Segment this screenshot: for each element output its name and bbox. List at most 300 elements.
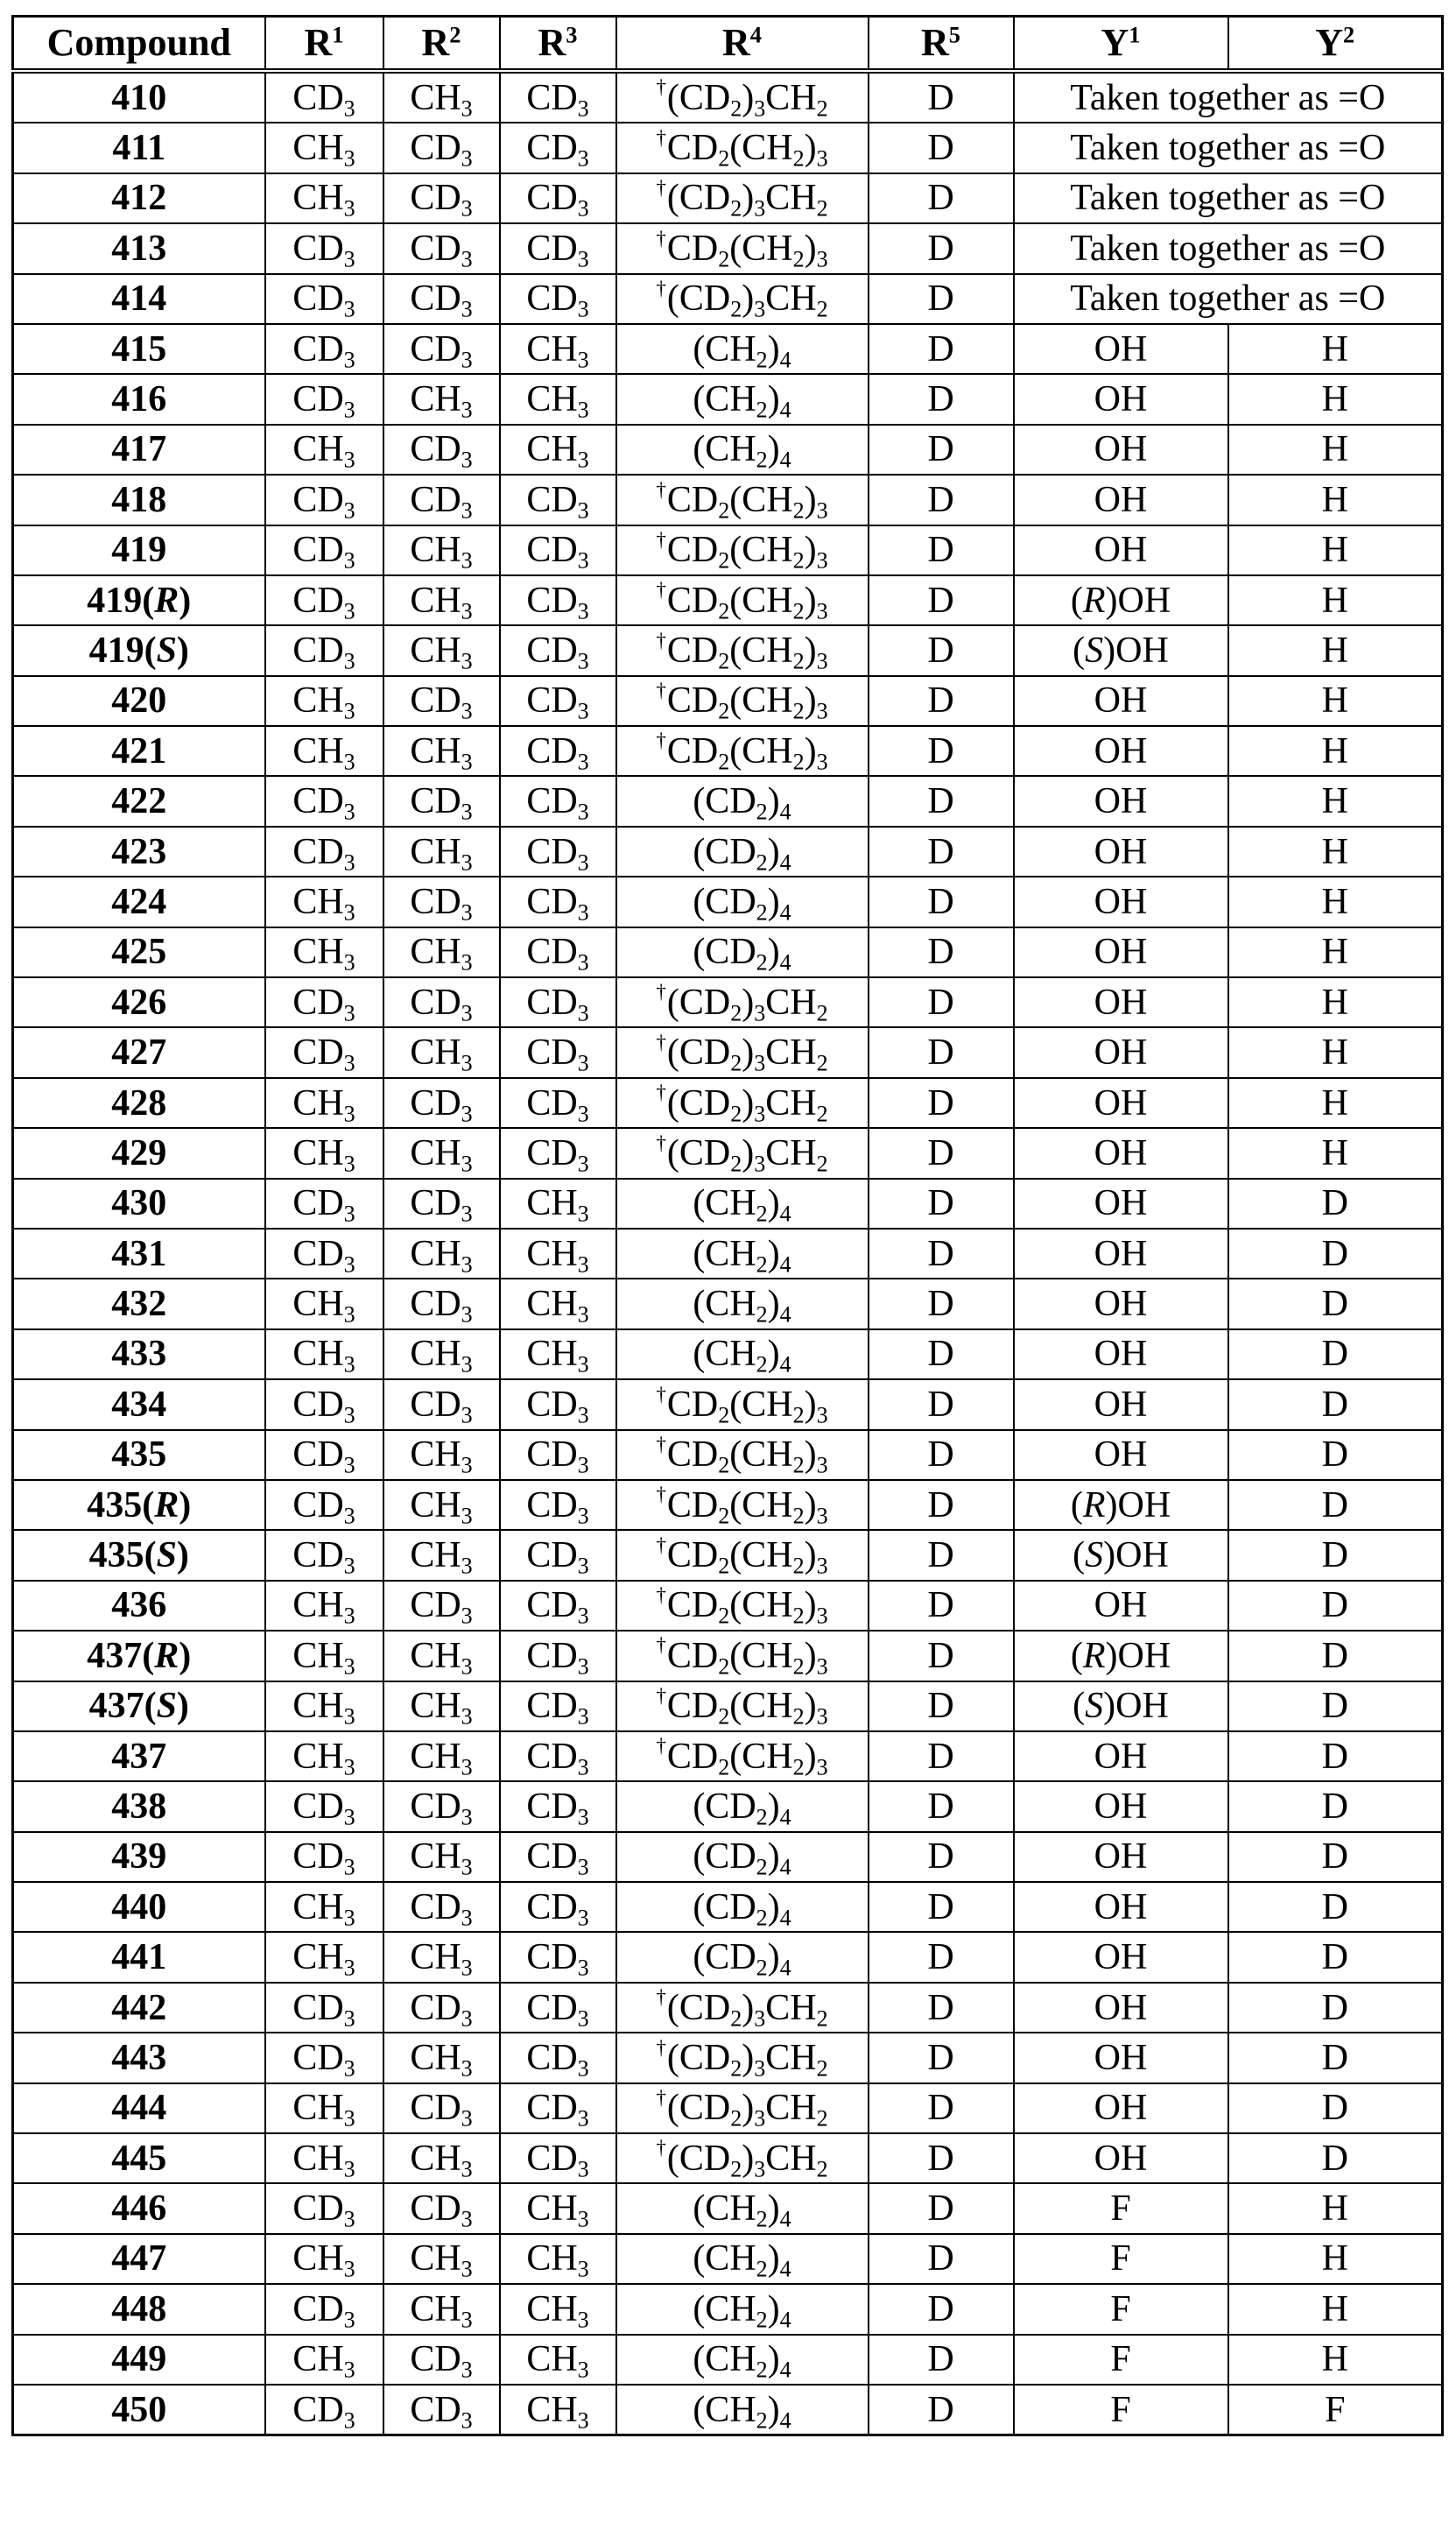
cell-compound: 430	[13, 1179, 265, 1229]
table-row	[13, 1128, 1443, 1178]
dagger-footnote-mark: †	[656, 1483, 666, 1506]
cell-r4: $(CD_2)_4$	[616, 1882, 869, 1932]
table-row	[13, 1530, 1443, 1580]
cell-y2: H	[1228, 575, 1443, 625]
cell-y2: D	[1228, 1279, 1443, 1328]
cell-r5: D	[869, 776, 1014, 826]
dagger-footnote-mark: †	[656, 1533, 666, 1556]
table-row	[13, 2234, 1443, 2284]
cell-r1: $CD_3$	[265, 2385, 383, 2435]
cell-r3: $CH_3$	[500, 2234, 616, 2284]
cell-r1: $CD_3$	[265, 776, 383, 826]
cell-r2: $CD_3$	[383, 223, 500, 273]
cell-r1: $CH_3$	[265, 425, 383, 475]
cell-r3: $CD_3$	[500, 726, 616, 776]
cell-compound: 422	[13, 776, 265, 826]
cell-y1: OH	[1014, 1983, 1228, 2033]
cell-r1: $CD_3$	[265, 1179, 383, 1229]
dagger-footnote-mark: †	[656, 2086, 666, 2109]
cell-compound: 417	[13, 425, 265, 475]
cell-r4: $^\dagger(CD_2)_3CH_2$	[616, 1983, 869, 2033]
cell-r1: $CH_3$	[265, 927, 383, 977]
cell-y1: OH	[1014, 475, 1228, 525]
cell-y2: H	[1228, 425, 1443, 475]
cell-r1: $CD_3$	[265, 2284, 383, 2334]
dagger-footnote-mark: †	[656, 1081, 666, 1104]
cell-r4: $(CH_2)_4$	[616, 324, 869, 374]
cell-r1: $CH_3$	[265, 877, 383, 927]
cell-r5: D	[869, 877, 1014, 927]
cell-compound: 419(S)	[13, 625, 265, 675]
cell-y2: D	[1228, 1430, 1443, 1480]
cell-r5: D	[869, 525, 1014, 575]
cell-compound: 448	[13, 2284, 265, 2334]
dagger-footnote-mark: †	[656, 527, 666, 551]
cell-y2: H	[1228, 525, 1443, 575]
cell-compound: 434	[13, 1379, 265, 1429]
cell-r3: $CD_3$	[500, 123, 616, 173]
cell-compound: 423	[13, 827, 265, 877]
cell-r4: $^\dagger CD_2(CH_2)_3$	[616, 1631, 869, 1681]
cell-compound: 428	[13, 1078, 265, 1128]
cell-r3: $CD_3$	[500, 877, 616, 927]
cell-r4: $(CD_2)_4$	[616, 1781, 869, 1831]
cell-compound: 432	[13, 1279, 265, 1328]
cell-r5: D	[869, 1932, 1014, 1982]
table-row	[13, 2183, 1443, 2233]
table-row	[13, 726, 1443, 776]
cell-y2: D	[1228, 1882, 1443, 1932]
cell-y2: D	[1228, 1329, 1443, 1379]
cell-r4: $^\dagger CD_2(CH_2)_3$	[616, 1731, 869, 1781]
table-row	[13, 676, 1443, 726]
cell-r5: D	[869, 2033, 1014, 2082]
cell-r2: $CD_3$	[383, 2083, 500, 2133]
cell-r5: D	[869, 2335, 1014, 2385]
cell-r3: $CH_3$	[500, 2335, 616, 2385]
table-row	[13, 274, 1443, 324]
cell-y1: OH	[1014, 1279, 1228, 1328]
cell-r3: $CD_3$	[500, 1027, 616, 1077]
cell-compound: 413	[13, 223, 265, 273]
cell-r1: $CD_3$	[265, 1027, 383, 1077]
cell-r1: $CH_3$	[265, 1581, 383, 1631]
dagger-footnote-mark: †	[656, 980, 666, 1004]
cell-r1: $CH_3$	[265, 173, 383, 223]
table-row	[13, 71, 1443, 123]
cell-r2: $CH_3$	[383, 575, 500, 625]
cell-r4: $^\dagger(CD_2)_3CH_2$	[616, 173, 869, 223]
cell-r5: D	[869, 927, 1014, 977]
cell-r2: $CH_3$	[383, 827, 500, 877]
cell-r5: D	[869, 1128, 1014, 1178]
cell-r4: $(CH_2)_4$	[616, 1279, 869, 1328]
table-row	[13, 1379, 1443, 1429]
cell-r1: $CH_3$	[265, 123, 383, 173]
cell-r3: $CH_3$	[500, 1279, 616, 1328]
cell-r5: D	[869, 374, 1014, 424]
cell-r1: $CD_3$	[265, 1379, 383, 1429]
table-row	[13, 1832, 1443, 1882]
cell-r1: $CD_3$	[265, 1530, 383, 1580]
cell-compound: 441	[13, 1932, 265, 1982]
cell-r1: $CD_3$	[265, 2183, 383, 2233]
dagger-footnote-mark: †	[656, 125, 666, 149]
cell-r4: $(CD_2)_4$	[616, 1832, 869, 1882]
cell-y2: D	[1228, 2083, 1443, 2133]
cell-r5: D	[869, 1229, 1014, 1279]
cell-r2: $CH_3$	[383, 1932, 500, 1982]
cell-y1: OH	[1014, 525, 1228, 575]
cell-y1: OH	[1014, 1179, 1228, 1229]
cell-r2: $CH_3$	[383, 2133, 500, 2183]
cell-compound: 419	[13, 525, 265, 575]
cell-r4: $(CD_2)_4$	[616, 827, 869, 877]
cell-r2: $CD_3$	[383, 1882, 500, 1932]
cell-r5: D	[869, 1430, 1014, 1480]
cell-r3: $CD_3$	[500, 1379, 616, 1429]
cell-r4: $^\dagger CD_2(CH_2)_3$	[616, 1681, 869, 1731]
cell-y2: D	[1228, 1631, 1443, 1681]
cell-y1: OH	[1014, 1832, 1228, 1882]
table-row	[13, 1781, 1443, 1831]
dagger-footnote-mark: †	[656, 578, 666, 602]
cell-r4: $(CH_2)_4$	[616, 1179, 869, 1229]
table-row	[13, 1430, 1443, 1480]
cell-y2: H	[1228, 324, 1443, 374]
compound-substituent-table	[11, 15, 1444, 2436]
cell-y1: OH	[1014, 977, 1228, 1027]
column-header-compound: Compound	[13, 17, 265, 72]
cell-r1: $CD_3$	[265, 977, 383, 1027]
table-row	[13, 1229, 1443, 1279]
cell-r2: $CD_3$	[383, 425, 500, 475]
table-row	[13, 1882, 1443, 1932]
table-row	[13, 2335, 1443, 2385]
cell-r1: $CH_3$	[265, 1128, 383, 1178]
dagger-footnote-mark: †	[656, 1382, 666, 1406]
cell-r3: $CD_3$	[500, 1631, 616, 1681]
cell-r4: $(CD_2)_4$	[616, 776, 869, 826]
cell-r3: $CD_3$	[500, 1128, 616, 1178]
cell-r1: $CH_3$	[265, 1731, 383, 1781]
cell-y_merged: Taken together as =O	[1014, 173, 1443, 223]
cell-y1: OH	[1014, 1882, 1228, 1932]
cell-r5: D	[869, 1027, 1014, 1077]
cell-y1: OH	[1014, 1781, 1228, 1831]
cell-r2: $CD_3$	[383, 676, 500, 726]
cell-r5: D	[869, 1379, 1014, 1429]
cell-r1: $CH_3$	[265, 1681, 383, 1731]
cell-compound: 446	[13, 2183, 265, 2233]
cell-r1: $CH_3$	[265, 1078, 383, 1128]
cell-r5: D	[869, 1631, 1014, 1681]
cell-y_merged: Taken together as =O	[1014, 223, 1443, 273]
cell-compound: 414	[13, 274, 265, 324]
table-row	[13, 475, 1443, 525]
cell-compound: 427	[13, 1027, 265, 1077]
cell-compound: 415	[13, 324, 265, 374]
cell-compound: 429	[13, 1128, 265, 1178]
cell-r4: $^\dagger(CD_2)_3CH_2$	[616, 1027, 869, 1077]
cell-r5: D	[869, 1179, 1014, 1229]
cell-r5: D	[869, 2284, 1014, 2334]
cell-r3: $CH_3$	[500, 2183, 616, 2233]
cell-r5: D	[869, 71, 1014, 123]
cell-r4: $^\dagger(CD_2)_3CH_2$	[616, 71, 869, 123]
cell-y1: OH	[1014, 2033, 1228, 2082]
cell-y1: OH	[1014, 1027, 1228, 1077]
cell-r5: D	[869, 1078, 1014, 1128]
cell-r4: $(CH_2)_4$	[616, 374, 869, 424]
cell-compound: 419(R)	[13, 575, 265, 625]
cell-r4: $(CH_2)_4$	[616, 1329, 869, 1379]
cell-r4: $^\dagger CD_2(CH_2)_3$	[616, 625, 869, 675]
cell-r1: $CH_3$	[265, 2083, 383, 2133]
cell-r2: $CD_3$	[383, 1781, 500, 1831]
cell-r5: D	[869, 123, 1014, 173]
cell-r5: D	[869, 625, 1014, 675]
column-header-r1: $R^1$	[265, 17, 383, 72]
cell-r2: $CH_3$	[383, 2033, 500, 2082]
cell-r5: D	[869, 1279, 1014, 1328]
cell-y1: OH	[1014, 1932, 1228, 1982]
dagger-footnote-mark: †	[656, 1583, 666, 1607]
table-row	[13, 2033, 1443, 2082]
cell-r2: $CH_3$	[383, 374, 500, 424]
cell-r1: $CD_3$	[265, 827, 383, 877]
cell-y2: H	[1228, 827, 1443, 877]
cell-r5: D	[869, 1530, 1014, 1580]
table-row	[13, 1983, 1443, 2033]
table-row	[13, 1027, 1443, 1077]
cell-r1: $CH_3$	[265, 676, 383, 726]
table-row	[13, 173, 1443, 223]
dagger-footnote-mark: †	[656, 1131, 666, 1154]
cell-r2: $CD_3$	[383, 475, 500, 525]
table-row	[13, 1581, 1443, 1631]
cell-y1: (S)OH	[1014, 625, 1228, 675]
cell-r1: $CD_3$	[265, 1229, 383, 1279]
cell-r1: $CD_3$	[265, 575, 383, 625]
cell-r3: $CD_3$	[500, 1681, 616, 1731]
column-header-r2: $R^2$	[383, 17, 500, 72]
cell-r4: $^\dagger CD_2(CH_2)_3$	[616, 1379, 869, 1429]
cell-y_merged: Taken together as =O	[1014, 71, 1443, 123]
column-header-r5: $R^5$	[869, 17, 1014, 72]
cell-r5: D	[869, 2385, 1014, 2435]
table-row	[13, 2385, 1443, 2435]
cell-compound: 412	[13, 173, 265, 223]
cell-r3: $CD_3$	[500, 1731, 616, 1781]
cell-y1: (R)OH	[1014, 575, 1228, 625]
cell-r1: $CD_3$	[265, 2033, 383, 2082]
cell-r2: $CH_3$	[383, 1530, 500, 1580]
cell-y2: H	[1228, 927, 1443, 977]
cell-y2: D	[1228, 1530, 1443, 1580]
cell-r3: $CD_3$	[500, 2083, 616, 2133]
cell-y2: H	[1228, 2183, 1443, 2233]
cell-r3: $CD_3$	[500, 71, 616, 123]
table-row	[13, 324, 1443, 374]
cell-r2: $CH_3$	[383, 1128, 500, 1178]
cell-y2: H	[1228, 1078, 1443, 1128]
cell-y1: F	[1014, 2284, 1228, 2334]
cell-r5: D	[869, 1480, 1014, 1530]
cell-y1: (S)OH	[1014, 1681, 1228, 1731]
cell-y1: (R)OH	[1014, 1480, 1228, 1530]
table-row	[13, 223, 1443, 273]
cell-r1: $CD_3$	[265, 525, 383, 575]
cell-r5: D	[869, 173, 1014, 223]
table-row	[13, 1932, 1443, 1982]
cell-y1: OH	[1014, 1379, 1228, 1429]
cell-r2: $CD_3$	[383, 173, 500, 223]
cell-compound: 437(S)	[13, 1681, 265, 1731]
table-row	[13, 374, 1443, 424]
cell-compound: 443	[13, 2033, 265, 2082]
cell-compound: 418	[13, 475, 265, 525]
column-header-r3: $R^3$	[500, 17, 616, 72]
cell-r2: $CD_3$	[383, 2385, 500, 2435]
cell-y1: OH	[1014, 776, 1228, 826]
cell-r2: $CD_3$	[383, 877, 500, 927]
cell-r3: $CD_3$	[500, 173, 616, 223]
cell-r4: $^\dagger(CD_2)_3CH_2$	[616, 2033, 869, 2082]
cell-r4: $(CD_2)_4$	[616, 1932, 869, 1982]
cell-r4: $(CH_2)_4$	[616, 2385, 869, 2435]
cell-r3: $CD_3$	[500, 776, 616, 826]
table-row	[13, 977, 1443, 1027]
cell-r4: $^\dagger(CD_2)_3CH_2$	[616, 274, 869, 324]
cell-y2: D	[1228, 2133, 1443, 2183]
cell-r3: $CD_3$	[500, 274, 616, 324]
cell-r2: $CD_3$	[383, 1581, 500, 1631]
cell-r4: $(CH_2)_4$	[616, 2335, 869, 2385]
cell-r5: D	[869, 575, 1014, 625]
cell-compound: 410	[13, 71, 265, 123]
table-row	[13, 776, 1443, 826]
cell-compound: 416	[13, 374, 265, 424]
table-row	[13, 625, 1443, 675]
dagger-footnote-mark: †	[656, 75, 666, 99]
cell-compound: 437	[13, 1731, 265, 1781]
cell-r4: $^\dagger(CD_2)_3CH_2$	[616, 1128, 869, 1178]
cell-r3: $CH_3$	[500, 1229, 616, 1279]
cell-r3: $CD_3$	[500, 1882, 616, 1932]
cell-r5: D	[869, 223, 1014, 273]
cell-r3: $CD_3$	[500, 1832, 616, 1882]
cell-y1: (R)OH	[1014, 1631, 1228, 1681]
column-header-y2: $Y^2$	[1228, 17, 1443, 72]
cell-compound: 420	[13, 676, 265, 726]
cell-compound: 433	[13, 1329, 265, 1379]
cell-r4: $^\dagger CD_2(CH_2)_3$	[616, 223, 869, 273]
cell-r2: $CH_3$	[383, 927, 500, 977]
cell-r1: $CD_3$	[265, 625, 383, 675]
cell-y2: D	[1228, 1781, 1443, 1831]
dagger-footnote-mark: †	[656, 2136, 666, 2160]
cell-r2: $CD_3$	[383, 1983, 500, 2033]
cell-r5: D	[869, 2133, 1014, 2183]
dagger-footnote-mark: †	[656, 729, 666, 752]
cell-r5: D	[869, 1882, 1014, 1932]
cell-r3: $CD_3$	[500, 1581, 616, 1631]
cell-y2: H	[1228, 776, 1443, 826]
cell-y2: H	[1228, 726, 1443, 776]
table-row	[13, 2133, 1443, 2183]
cell-r3: $CD_3$	[500, 1983, 616, 2033]
cell-r2: $CH_3$	[383, 71, 500, 123]
cell-r5: D	[869, 827, 1014, 877]
dagger-footnote-mark: †	[656, 1633, 666, 1657]
cell-r1: $CD_3$	[265, 374, 383, 424]
cell-r5: D	[869, 1581, 1014, 1631]
cell-y_merged: Taken together as =O	[1014, 123, 1443, 173]
cell-r3: $CD_3$	[500, 1480, 616, 1530]
cell-r1: $CD_3$	[265, 71, 383, 123]
cell-r2: $CH_3$	[383, 1480, 500, 1530]
table-row	[13, 877, 1443, 927]
cell-r2: $CH_3$	[383, 1681, 500, 1731]
cell-r4: $^\dagger(CD_2)_3CH_2$	[616, 1078, 869, 1128]
cell-compound: 447	[13, 2234, 265, 2284]
cell-r3: $CH_3$	[500, 2385, 616, 2435]
cell-r1: $CD_3$	[265, 1480, 383, 1530]
cell-r2: $CH_3$	[383, 525, 500, 575]
cell-compound: 435	[13, 1430, 265, 1480]
cell-r2: $CD_3$	[383, 123, 500, 173]
column-header-y1: $Y^1$	[1014, 17, 1228, 72]
cell-y1: OH	[1014, 726, 1228, 776]
cell-r2: $CH_3$	[383, 1832, 500, 1882]
cell-compound: 436	[13, 1581, 265, 1631]
cell-y1: OH	[1014, 425, 1228, 475]
cell-r3: $CD_3$	[500, 1078, 616, 1128]
cell-compound: 425	[13, 927, 265, 977]
cell-y1: OH	[1014, 676, 1228, 726]
cell-y2: D	[1228, 1832, 1443, 1882]
cell-r2: $CH_3$	[383, 1229, 500, 1279]
table-row	[13, 927, 1443, 977]
cell-r4: $^\dagger CD_2(CH_2)_3$	[616, 1430, 869, 1480]
cell-compound: 450	[13, 2385, 265, 2435]
cell-compound: 435(R)	[13, 1480, 265, 1530]
cell-y1: OH	[1014, 1329, 1228, 1379]
cell-y2: D	[1228, 1581, 1443, 1631]
cell-y1: (S)OH	[1014, 1530, 1228, 1580]
cell-y1: F	[1014, 2183, 1228, 2233]
cell-r4: $^\dagger(CD_2)_3CH_2$	[616, 977, 869, 1027]
cell-r4: $^\dagger CD_2(CH_2)_3$	[616, 575, 869, 625]
cell-y2: D	[1228, 1480, 1443, 1530]
cell-r5: D	[869, 2183, 1014, 2233]
cell-r1: $CH_3$	[265, 1279, 383, 1328]
cell-r2: $CD_3$	[383, 977, 500, 1027]
cell-compound: 421	[13, 726, 265, 776]
table-row	[13, 425, 1443, 475]
cell-y_merged: Taken together as =O	[1014, 274, 1443, 324]
cell-r2: $CH_3$	[383, 2284, 500, 2334]
cell-r4: $(CH_2)_4$	[616, 2284, 869, 2334]
cell-r3: $CD_3$	[500, 525, 616, 575]
cell-r4: $^\dagger CD_2(CH_2)_3$	[616, 676, 869, 726]
cell-r5: D	[869, 475, 1014, 525]
cell-r4: $(CD_2)_4$	[616, 877, 869, 927]
cell-r3: $CD_3$	[500, 1530, 616, 1580]
cell-compound: 424	[13, 877, 265, 927]
cell-r4: $^\dagger CD_2(CH_2)_3$	[616, 525, 869, 575]
